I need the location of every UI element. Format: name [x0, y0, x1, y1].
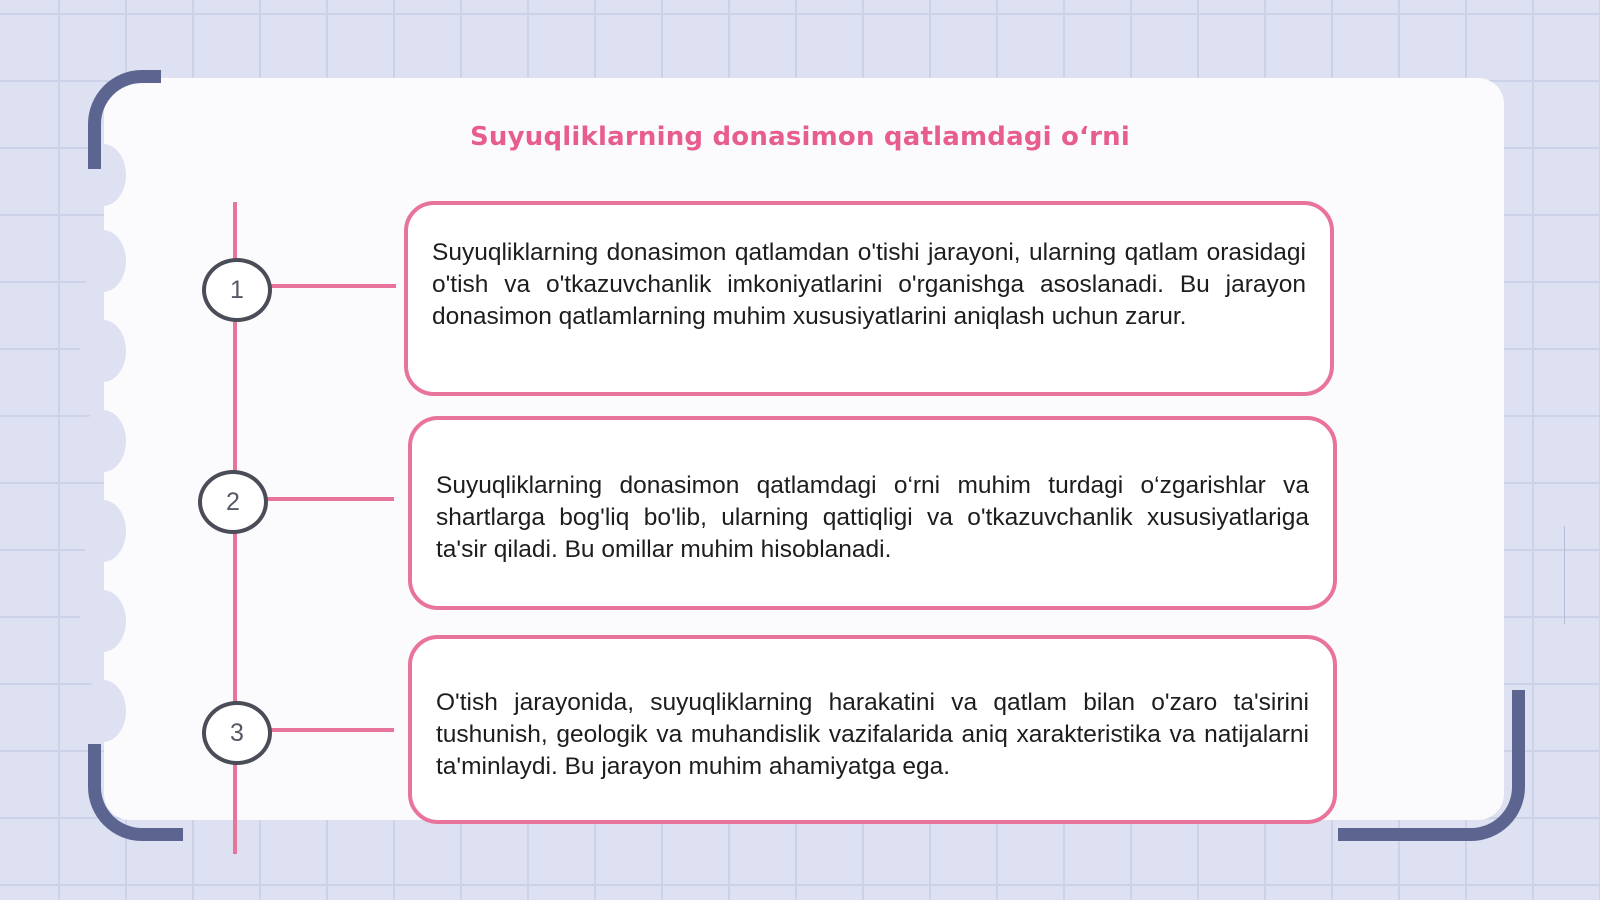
corner-bracket-bottom-left: [88, 744, 183, 841]
step-text-1: Suyuqliklarning donasimon qatlamdan o'tishi jarayoni, ularning qatlam orasidagi o'tish va o'tkazuvchanlik imkoniyatlarini o'rganishga asoslanadi. Bu jarayon donasimon qatlamlarning muhim xususiyatlarini aniqlash uchun zarur.: [432, 239, 1306, 330]
paper-notch: [80, 500, 126, 562]
corner-bracket-bottom-right: [1338, 690, 1525, 841]
decorative-line: [1564, 526, 1565, 624]
paper-notch: [80, 230, 126, 292]
paper-notch: [80, 680, 126, 742]
connector-line: [268, 284, 396, 288]
paper-notch: [80, 410, 126, 472]
paper-notch: [80, 590, 126, 652]
step-text-3: O'tish jarayonida, suyuqliklarning harakatini va qatlam bilan o'zaro ta'sirini tushunish, geologik va muhandislik vazifalarida aniq xarakteristika va natijalarni ta'minlaydi. Bu jarayon muhim ahamiyatga ega.: [436, 689, 1309, 780]
step-card-2: [408, 416, 1337, 610]
slide-title: Suyuqliklarning donasimon qatlamdagi oʻrni: [470, 122, 1130, 152]
connector-line: [264, 497, 394, 501]
step-card-1: [404, 201, 1334, 396]
step-text-2: Suyuqliklarning donasimon qatlamdagi o‘rni muhim turdagi o‘zgarishlar va shartlarga bog'liq bo'lib, ularning qattiqligi va o'tkazuvchanlik xususiyatlariga ta'sir qiladi. Bu omillar muhim hisoblanadi.: [436, 472, 1309, 563]
step-card-3: [408, 635, 1337, 824]
step-number-3: 3: [202, 701, 272, 765]
corner-bracket-top-left: [88, 70, 161, 169]
paper-notch: [80, 320, 126, 382]
step-number-1: 1: [202, 258, 272, 322]
connector-line: [268, 728, 394, 732]
step-number-2: 2: [198, 470, 268, 534]
